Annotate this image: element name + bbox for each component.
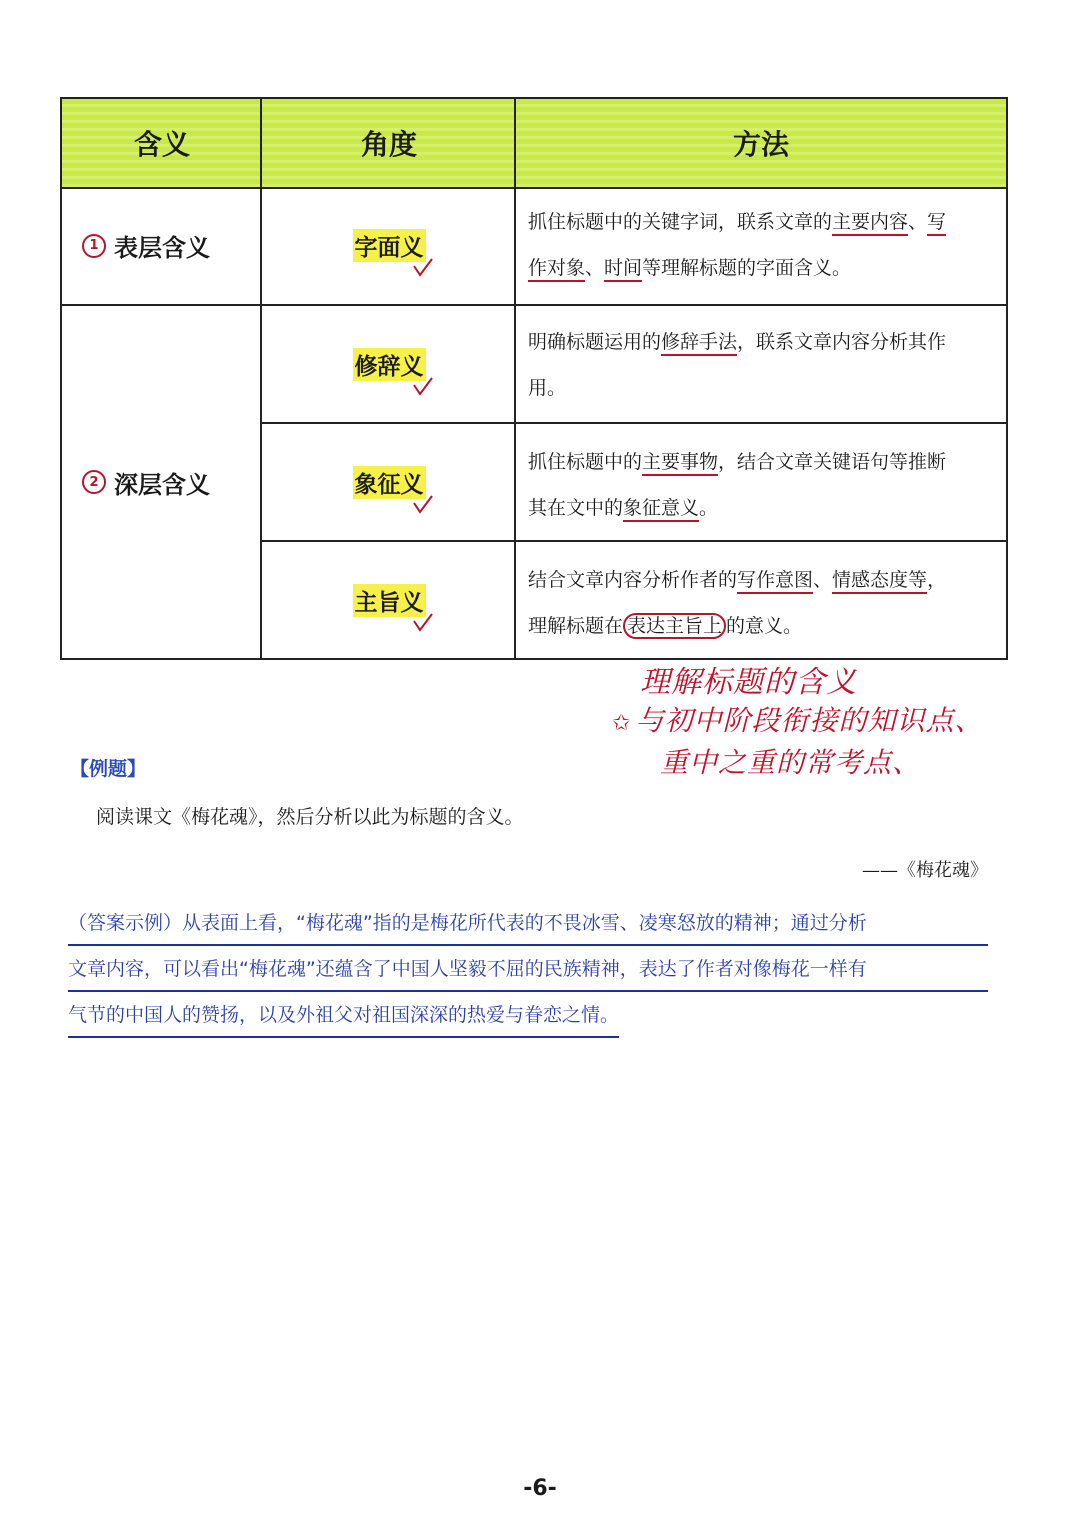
answer-line: 文章内容，可以看出“梅花魂”还蕴含了中国人坚毅不屈的民族精神，表达了作者对像梅花一样有 — [68, 946, 988, 992]
angle-label: 修辞义 — [353, 348, 426, 381]
header-meaning: 含义 — [133, 128, 190, 161]
handwritten-note-1: 理解标题的含义 — [640, 665, 857, 700]
method-text: 结合文章内容分析作者的 — [528, 569, 738, 591]
method-literal — [528, 199, 998, 291]
note-text: 与初中阶段衔接的知识点、 — [635, 704, 984, 737]
meaning-label: 表层含义 — [114, 234, 210, 262]
header-method: 方法 — [732, 128, 789, 161]
method-underline: 作对象 — [528, 257, 585, 282]
meaning-label: 深层含义 — [114, 470, 210, 499]
example-heading: 【例题】 — [70, 758, 147, 780]
check-mark-icon — [412, 612, 434, 634]
method-underline: 象征意义 — [623, 497, 699, 522]
handwritten-note-2 — [612, 702, 983, 743]
method-text: 用。 — [528, 377, 567, 399]
method-underline: 修辞手法 — [661, 331, 737, 356]
page-number: -6- — [523, 1476, 557, 1501]
example-source: ——《梅花魂》 — [862, 860, 988, 881]
method-rhetoric — [528, 319, 998, 411]
method-text: 、 — [813, 569, 833, 591]
method-underline: 时间 — [604, 257, 642, 282]
method-underline: 主要事物 — [642, 451, 718, 476]
method-theme — [528, 557, 998, 649]
method-symbolic — [528, 439, 998, 531]
angle-symbolic — [262, 424, 516, 540]
method-text: 抓住标题中的 — [528, 451, 643, 473]
method-circled: 表达主旨上 — [623, 613, 726, 639]
angle-theme — [262, 542, 516, 658]
answer-line: （答案示例）从表面上看，“梅花魂”指的是梅花所代表的不畏冰雪、凌寒怒放的精神；通过分析 — [68, 900, 988, 946]
method-text: 、 — [908, 211, 928, 233]
angle-label: 象征义 — [353, 466, 426, 499]
method-text: 明确标题运用的 — [528, 331, 662, 353]
check-mark-icon — [412, 376, 434, 398]
method-text: ， — [927, 569, 947, 591]
number-badge: 2 — [82, 470, 106, 494]
meaning-deep — [82, 306, 210, 658]
method-text: 、 — [585, 257, 605, 279]
method-underline: 写作意图 — [737, 569, 813, 594]
star-icon: ✩ — [612, 711, 632, 736]
handwritten-note-3: 重中之重的常考点、 — [660, 746, 922, 779]
number-badge: 1 — [82, 234, 106, 258]
example-answer — [68, 900, 988, 1038]
answer-line: 气节的中国人的赞扬，以及外祖父对祖国深深的热爱与眷恋之情。 — [68, 992, 619, 1038]
example-question: 阅读课文《梅花魂》，然后分析以此为标题的含义。 — [96, 806, 524, 828]
method-text: 抓住标题中的关键字词，联系文章的 — [528, 211, 833, 233]
angle-literal — [262, 187, 516, 304]
method-text: 其在文中的 — [528, 497, 624, 519]
method-underline: 写 — [927, 211, 946, 236]
angle-label: 主旨义 — [353, 584, 426, 617]
method-text: 理解标题在 — [528, 615, 624, 637]
title-meaning-table — [60, 97, 1008, 660]
angle-rhetoric — [262, 306, 516, 422]
meaning-surface — [82, 187, 210, 304]
method-text: 。 — [699, 497, 719, 519]
check-mark-icon — [412, 494, 434, 516]
method-text: 等理解标题的字面含义。 — [642, 257, 852, 279]
check-mark-icon — [412, 257, 434, 279]
method-text: 的意义。 — [726, 615, 803, 637]
method-underline: 主要内容 — [832, 211, 908, 236]
method-underline: 情感态度等 — [832, 569, 927, 594]
angle-label: 字面义 — [353, 229, 426, 262]
header-angle: 角度 — [360, 128, 417, 161]
method-text: ，结合文章关键语句等推断 — [718, 451, 947, 473]
method-text: ，联系文章内容分析其作 — [737, 331, 947, 353]
